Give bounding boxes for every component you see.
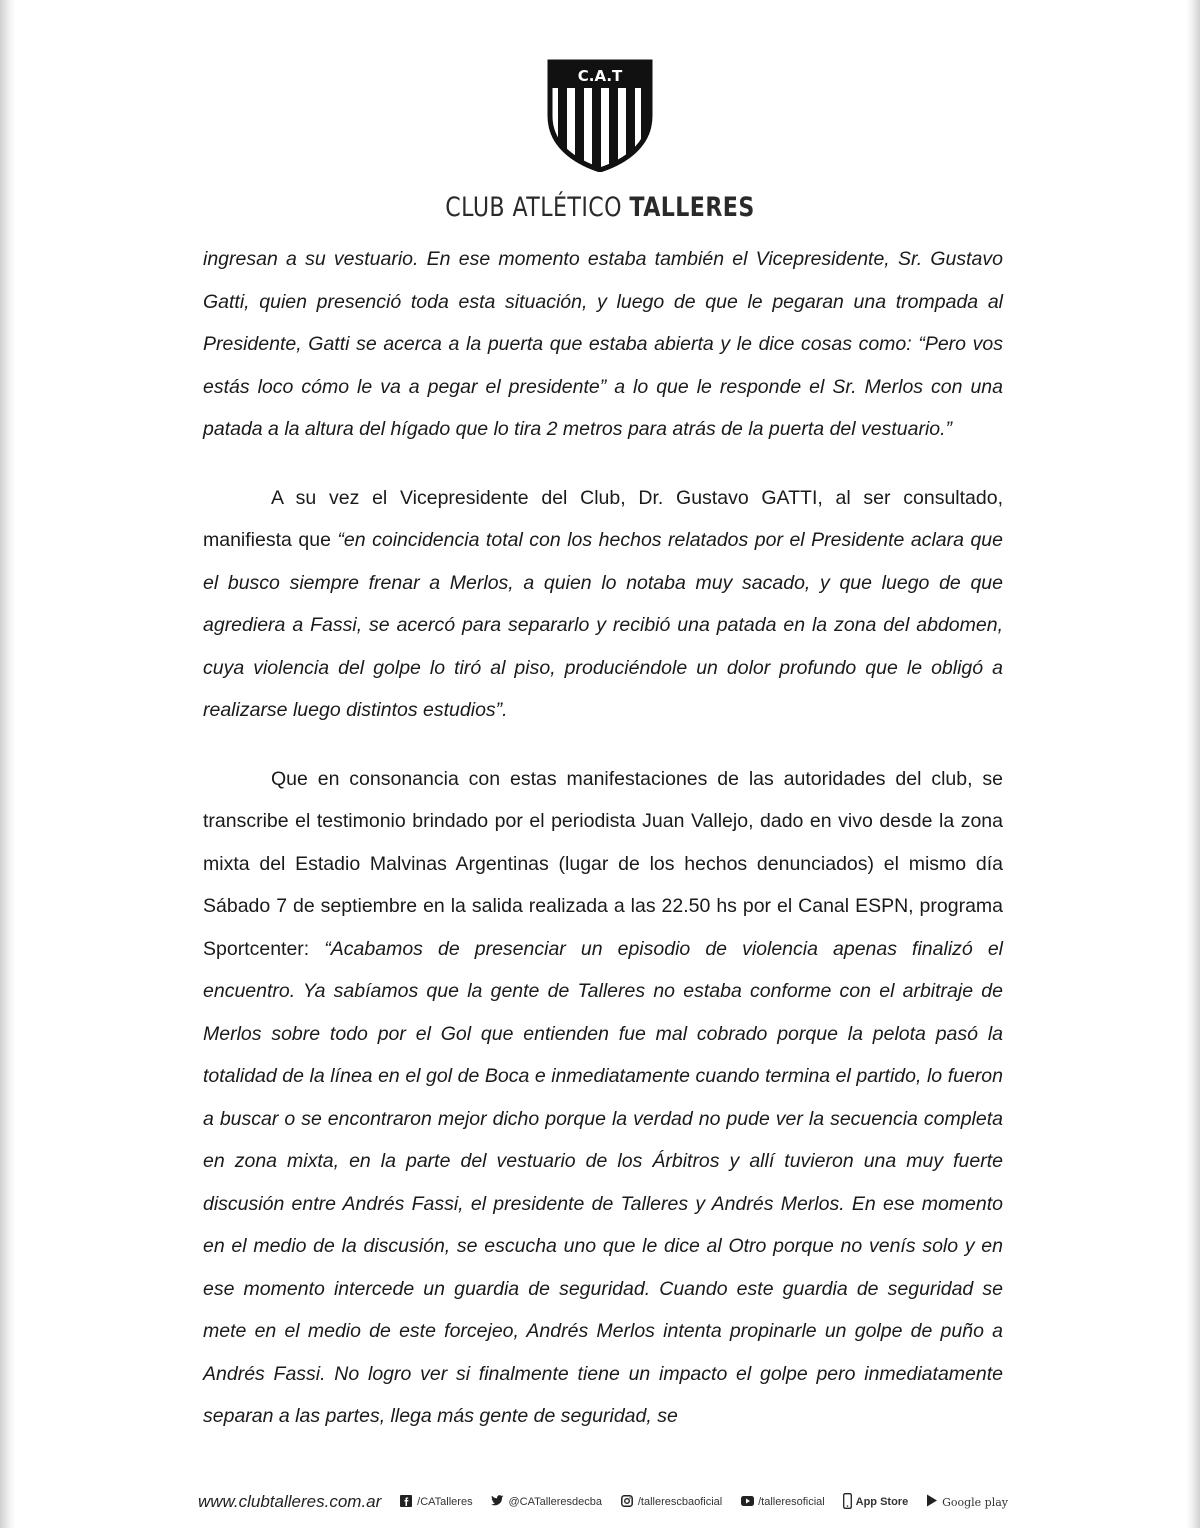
twitter-bird-icon <box>490 1495 504 1509</box>
google-play-link[interactable] <box>926 1494 1008 1510</box>
footer <box>198 1488 1008 1516</box>
instagram-link[interactable] <box>620 1495 722 1510</box>
facebook-handle: /CATalleres <box>417 1496 473 1508</box>
quoted-text: “Acabamos de presenciar un episodio de violencia apenas finalizó el encuentro. Ya sabíamos que la gente de Talleres no estaba conforme con el arbitraje de Merlos sobre todo por el Gol que entienden fue mal cobrado porque la pelota pasó la totalidad de la línea en el gol de Boca e inmediatamente cuando termina el partido, lo fueron a buscar o se encontraron mejor dicho porque la verdad no pude ver la secuencia completa en zona mixta, en la parte del vestuario de los Árbitros y allí tuvieron una muy fuerte discusión entre Andrés Fassi, el presidente de Talleres y Andrés Merlos. En ese momento en el medio de la discusión, se escucha uno que le dice al Otro porque no venís solo y en ese momento intercede un guardia de seguridad. Cuando este guardia de seguridad se mete en el medio de este forcejeo, Andrés Merlos intenta propinarle un golpe de puño a Andrés Fassi. No logro ver si finalmente tiene un impacto el golpe pero inmediatamente separan a las partes, llega más gente de seguridad, se <box>203 937 1003 1427</box>
website-link[interactable]: www.clubtalleres.com.ar <box>198 1492 382 1511</box>
instagram-handle: /tallerescbaoficial <box>637 1496 723 1508</box>
twitter-handle: @CATalleresdecba <box>508 1496 602 1508</box>
youtube-handle: /talleresoficial <box>758 1496 825 1508</box>
app-store-label: App Store <box>855 1496 909 1508</box>
paragraph <box>203 477 1003 732</box>
paragraph <box>203 758 1003 1438</box>
crest-text: C.A.T <box>577 67 623 85</box>
app-store-link[interactable] <box>843 1493 909 1512</box>
facebook-link[interactable] <box>399 1495 472 1510</box>
club-name <box>108 192 1092 223</box>
letter-body <box>203 238 1003 1464</box>
twitter-link[interactable] <box>490 1495 602 1509</box>
quoted-text: ingresan a su vestuario. En ese momento estaba también el Vicepresidente, Sr. Gustavo Gatti, quien presenció toda esta situación, y luego de que le pegaran una trompada al Presidente, Gatti se acerca a la puerta que estaba abierta y le dice cosas como: “Pero vos estás loco cómo le va a pegar el presidente” a lo que le responde el Sr. Merlos con una patada a la altura del hígado que lo tira 2 metros para atrás de la puerta del vestuario.” <box>203 248 1003 440</box>
page-edge-right <box>1186 0 1200 1528</box>
letterhead <box>0 58 1200 223</box>
quoted-text: “en coincidencia total con los hechos relatados por el Presidente aclara que el busco siempre frenar a Merlos, a quien lo notaba muy sacado, y que luego de que agrediera a Fassi, se acercó para separarlo y recibió una patada en la zona del abdomen, cuya violencia del golpe lo tiró al piso, produciéndole un dolor profundo que le obligó a realizarse luego distintos estudios”. <box>203 529 1003 721</box>
club-name-light: CLUB ATLÉTICO <box>445 192 630 223</box>
google-play-label: Google play <box>942 1495 1008 1509</box>
club-crest-logo <box>544 58 656 172</box>
body-text-run: A su vez el Vicepresidente del Club, Dr. Gustavo GATTI, al ser consultado, manifiesta que <box>203 486 1003 551</box>
youtube-icon <box>740 1495 754 1509</box>
paragraph <box>203 238 1003 451</box>
facebook-icon <box>399 1495 413 1510</box>
body-text-run: Que en consonancia con estas manifestaciones de las autoridades del club, se transcribe el testimonio brindado por el periodista Juan Vallejo, dado en vivo desde la zona mixta del Estadio Malvinas Argentinas (lugar de los hechos denunciados) el mismo día Sábado 7 de septiembre en la salida realizada a las 22.50 hs por el Canal ESPN, programa Sportcenter: <box>203 767 1003 960</box>
play-store-icon <box>926 1494 938 1510</box>
youtube-link[interactable] <box>740 1495 825 1509</box>
phone-icon <box>843 1493 852 1512</box>
page-edge-left <box>0 0 16 1528</box>
club-name-bold: TALLERES <box>629 192 755 223</box>
instagram-icon <box>620 1495 634 1510</box>
